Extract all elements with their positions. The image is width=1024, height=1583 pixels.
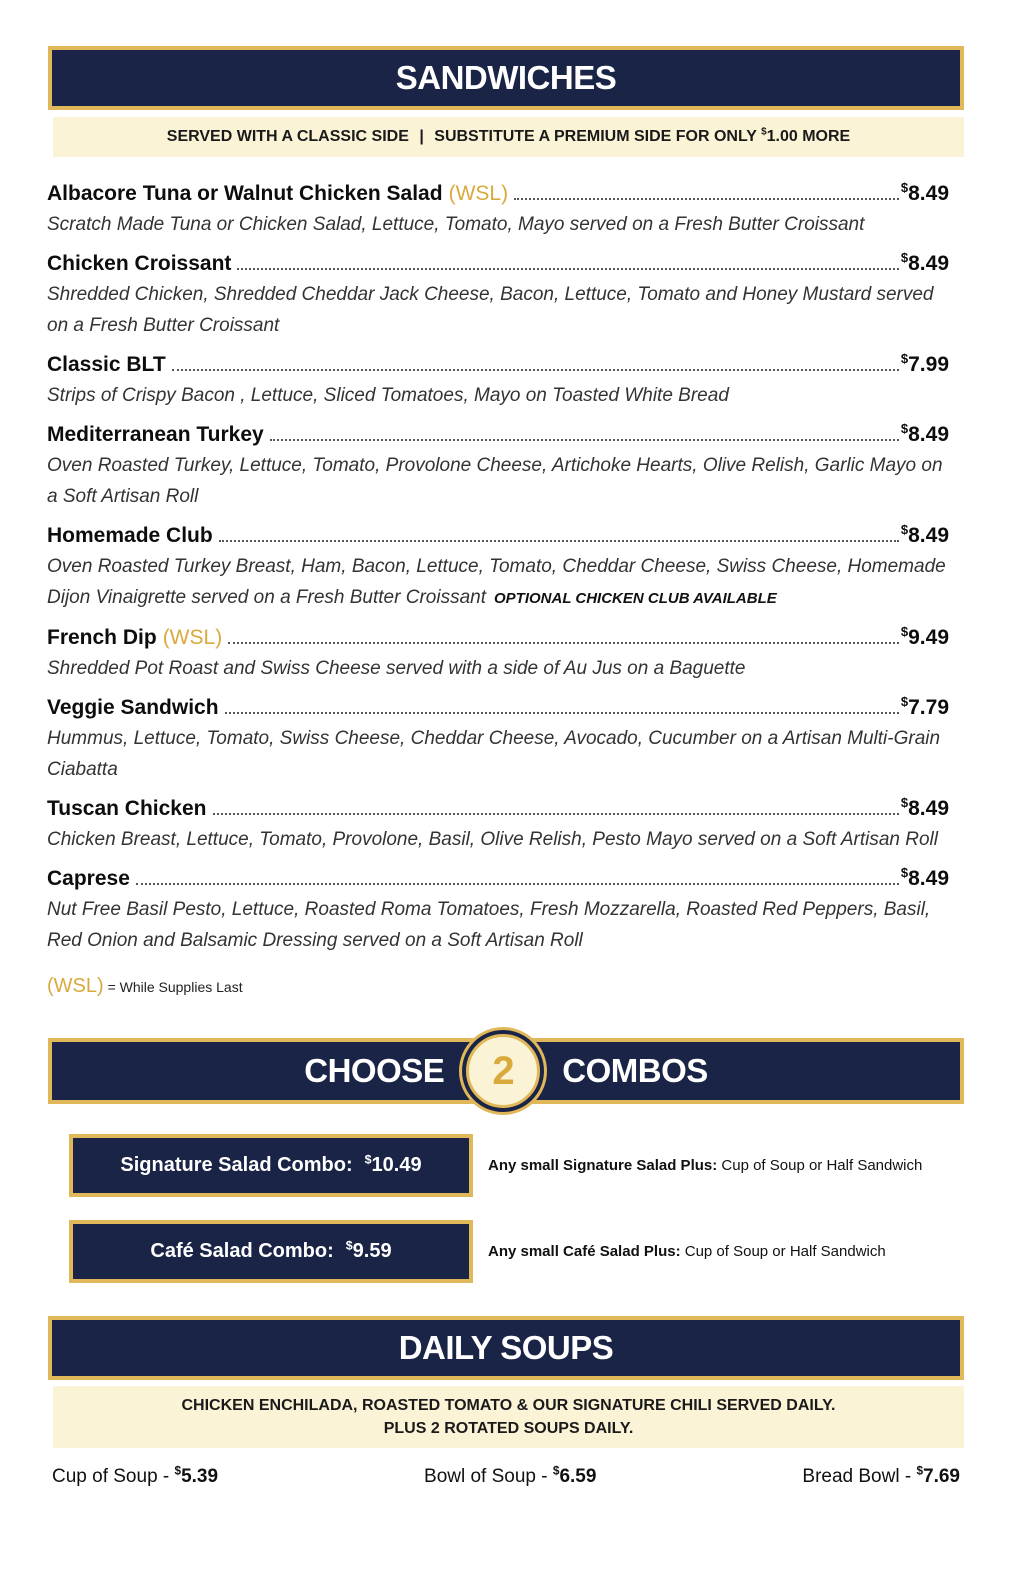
menu-item — [47, 349, 949, 411]
item-price — [901, 622, 949, 653]
soup-label: Bread Bowl - — [802, 1466, 912, 1487]
item-description: Nut Free Basil Pesto, Lettuce, Roasted Roma Tomatoes, Fresh Mozzarella, Roasted Red Peppers, Basil, Red Onion and Balsamic Dressing served on a Soft Artisan Roll — [47, 899, 931, 951]
item-note: OPTIONAL CHICKEN CLUB AVAILABLE — [493, 590, 777, 607]
price-value: 8.49 — [908, 423, 949, 446]
menu-item — [47, 622, 949, 684]
soups-line-1: CHICKEN ENCHILADA, ROASTED TOMATO & OUR SIGNATURE CHILI SERVED DAILY. — [181, 1397, 836, 1414]
soup-label: Bowl of Soup - — [424, 1466, 548, 1487]
item-price — [901, 692, 949, 723]
soups-title: DAILY SOUPS — [398, 1329, 614, 1366]
combo-desc-text: Cup of Soup or Half Sandwich — [721, 1157, 923, 1174]
combo-label: Café Salad Combo: — [150, 1240, 334, 1262]
combo-desc-text: Cup of Soup or Half Sandwich — [684, 1243, 886, 1260]
item-wsl-tag: (WSL) — [162, 626, 223, 649]
leader-dots — [219, 539, 899, 542]
soup-label: Cup of Soup - — [52, 1466, 170, 1487]
currency: $ — [900, 624, 909, 639]
leader-dots — [172, 368, 899, 371]
price-value: 8.49 — [908, 524, 949, 547]
combo-desc-bold: Any small Signature Salad Plus: — [488, 1157, 718, 1174]
item-name: Veggie Sandwich — [47, 696, 219, 719]
currency: $ — [900, 351, 909, 366]
price-value: 5.39 — [181, 1466, 219, 1487]
currency: $ — [900, 795, 909, 810]
currency: $ — [900, 865, 909, 880]
menu-item — [47, 793, 949, 855]
description-text: Oven Roasted Turkey Breast, Ham, Bacon, Lettuce, Tomato, Cheddar Cheese, Swiss Cheese, Homemade Dijon Vinaigrette served on a Fresh Butter Croissant — [47, 556, 946, 608]
soups-subtitle — [53, 1386, 964, 1448]
item-description: Shredded Chicken, Shredded Cheddar Jack Cheese, Bacon, Lettuce, Tomato and Honey Mustard served on a Fresh Butter Croissant — [47, 284, 934, 336]
leader-dots — [225, 711, 899, 714]
combo-price — [365, 1154, 422, 1177]
wsl-key: (WSL) — [47, 975, 104, 997]
item-price — [901, 419, 949, 450]
currency: $ — [900, 250, 909, 265]
soups-banner — [48, 1316, 964, 1380]
item-name: Homemade Club — [47, 524, 213, 547]
menu-item — [47, 863, 949, 956]
badge-number: 2 — [492, 1048, 515, 1093]
subtitle-currency: $ — [761, 126, 767, 138]
item-description: Shredded Pot Roast and Swiss Cheese served with a side of Au Jus on a Baguette — [47, 658, 746, 679]
item-name: Tuscan Chicken — [47, 797, 207, 820]
price-value: 10.49 — [371, 1154, 422, 1176]
menu-item — [47, 178, 949, 240]
subtitle-separator: | — [419, 128, 424, 145]
combo-label: Signature Salad Combo: — [120, 1154, 353, 1176]
menu-item — [47, 419, 949, 512]
item-name: Caprese — [47, 867, 130, 890]
wsl-legend — [47, 975, 243, 998]
combos-title-right: COMBOS — [562, 1052, 708, 1089]
price-value: 7.79 — [908, 696, 949, 719]
currency: $ — [900, 180, 909, 195]
subtitle-right: SUBSTITUTE A PREMIUM SIDE FOR ONLY — [434, 128, 757, 145]
item-price — [901, 520, 949, 551]
combo-desc-bold: Any small Café Salad Plus: — [488, 1243, 681, 1260]
cafe-salad-combo — [69, 1220, 473, 1283]
item-name: Classic BLT — [47, 353, 166, 376]
leader-dots — [514, 197, 899, 200]
item-name: French Dip — [47, 626, 157, 649]
sandwiches-title: SANDWICHES — [395, 59, 617, 96]
currency: $ — [916, 1464, 923, 1478]
currency: $ — [345, 1238, 353, 1253]
price-value: 8.49 — [908, 252, 949, 275]
menu-item — [47, 692, 949, 785]
item-description: Hummus, Lettuce, Tomato, Swiss Cheese, Cheddar Cheese, Avocado, Cucumber on a Artisan Multi-Grain Ciabatta — [47, 728, 941, 780]
price-value: 9.59 — [352, 1240, 392, 1262]
price-value: 8.49 — [908, 182, 949, 205]
item-name: Albacore Tuna or Walnut Chicken Salad — [47, 182, 443, 205]
leader-dots — [228, 641, 899, 644]
soup-prices — [52, 1466, 960, 1488]
sandwiches-banner — [48, 46, 964, 110]
menu-item — [47, 248, 949, 341]
subtitle-left: SERVED WITH A CLASSIC SIDE — [166, 128, 409, 145]
leader-dots — [213, 812, 899, 815]
menu-item — [47, 520, 949, 614]
number-badge — [466, 1034, 540, 1108]
soup-price-cup — [52, 1466, 218, 1488]
item-price — [901, 248, 949, 279]
price-value: 8.49 — [908, 797, 949, 820]
item-price — [901, 863, 949, 894]
item-description: Chicken Breast, Lettuce, Tomato, Provolone, Basil, Olive Relish, Pesto Mayo served on a Soft Artisan Roll — [47, 829, 938, 850]
currency: $ — [174, 1464, 182, 1478]
item-name: Chicken Croissant — [47, 252, 232, 275]
item-description: Strips of Crispy Bacon , Lettuce, Sliced Tomatoes, Mayo on Toasted White Bread — [47, 385, 729, 406]
price-value: 9.49 — [908, 626, 949, 649]
cafe-combo-description — [488, 1243, 886, 1260]
currency: $ — [900, 694, 909, 709]
combos-banner — [48, 1038, 964, 1104]
soups-line-2: PLUS 2 ROTATED SOUPS DAILY. — [383, 1420, 634, 1437]
leader-dots — [270, 438, 899, 441]
item-price — [901, 793, 949, 824]
leader-dots — [237, 267, 898, 270]
item-description: Oven Roasted Turkey, Lettuce, Tomato, Provolone Cheese, Artichoke Hearts, Olive Relish, Garlic Mayo on a Soft Artisan Roll — [47, 455, 943, 507]
signature-combo-description — [488, 1157, 922, 1174]
currency: $ — [900, 421, 909, 436]
soup-price-bread-bowl — [802, 1466, 960, 1488]
item-wsl-tag: (WSL) — [448, 182, 509, 205]
item-name: Mediterranean Turkey — [47, 423, 264, 446]
item-description: Scratch Made Tuna or Chicken Salad, Lettuce, Tomato, Mayo served on a Fresh Butter Croissant — [47, 214, 865, 235]
item-price — [901, 349, 949, 380]
subtitle-price: 1.00 MORE — [766, 128, 851, 145]
price-value: 7.69 — [923, 1466, 960, 1487]
combo-price — [346, 1240, 392, 1263]
price-value: 8.49 — [908, 867, 949, 890]
currency: $ — [552, 1464, 560, 1478]
sandwich-list — [47, 178, 949, 964]
currency: $ — [364, 1152, 372, 1167]
leader-dots — [136, 882, 899, 885]
price-value: 6.59 — [559, 1466, 597, 1487]
item-description — [47, 551, 949, 614]
item-price — [901, 178, 949, 209]
sandwiches-subtitle — [53, 117, 964, 157]
currency: $ — [900, 522, 909, 537]
soup-price-bowl — [424, 1466, 596, 1488]
combos-title-left: CHOOSE — [304, 1052, 445, 1089]
wsl-meaning: = While Supplies Last — [107, 979, 243, 995]
signature-salad-combo — [69, 1134, 473, 1197]
price-value: 7.99 — [908, 353, 949, 376]
